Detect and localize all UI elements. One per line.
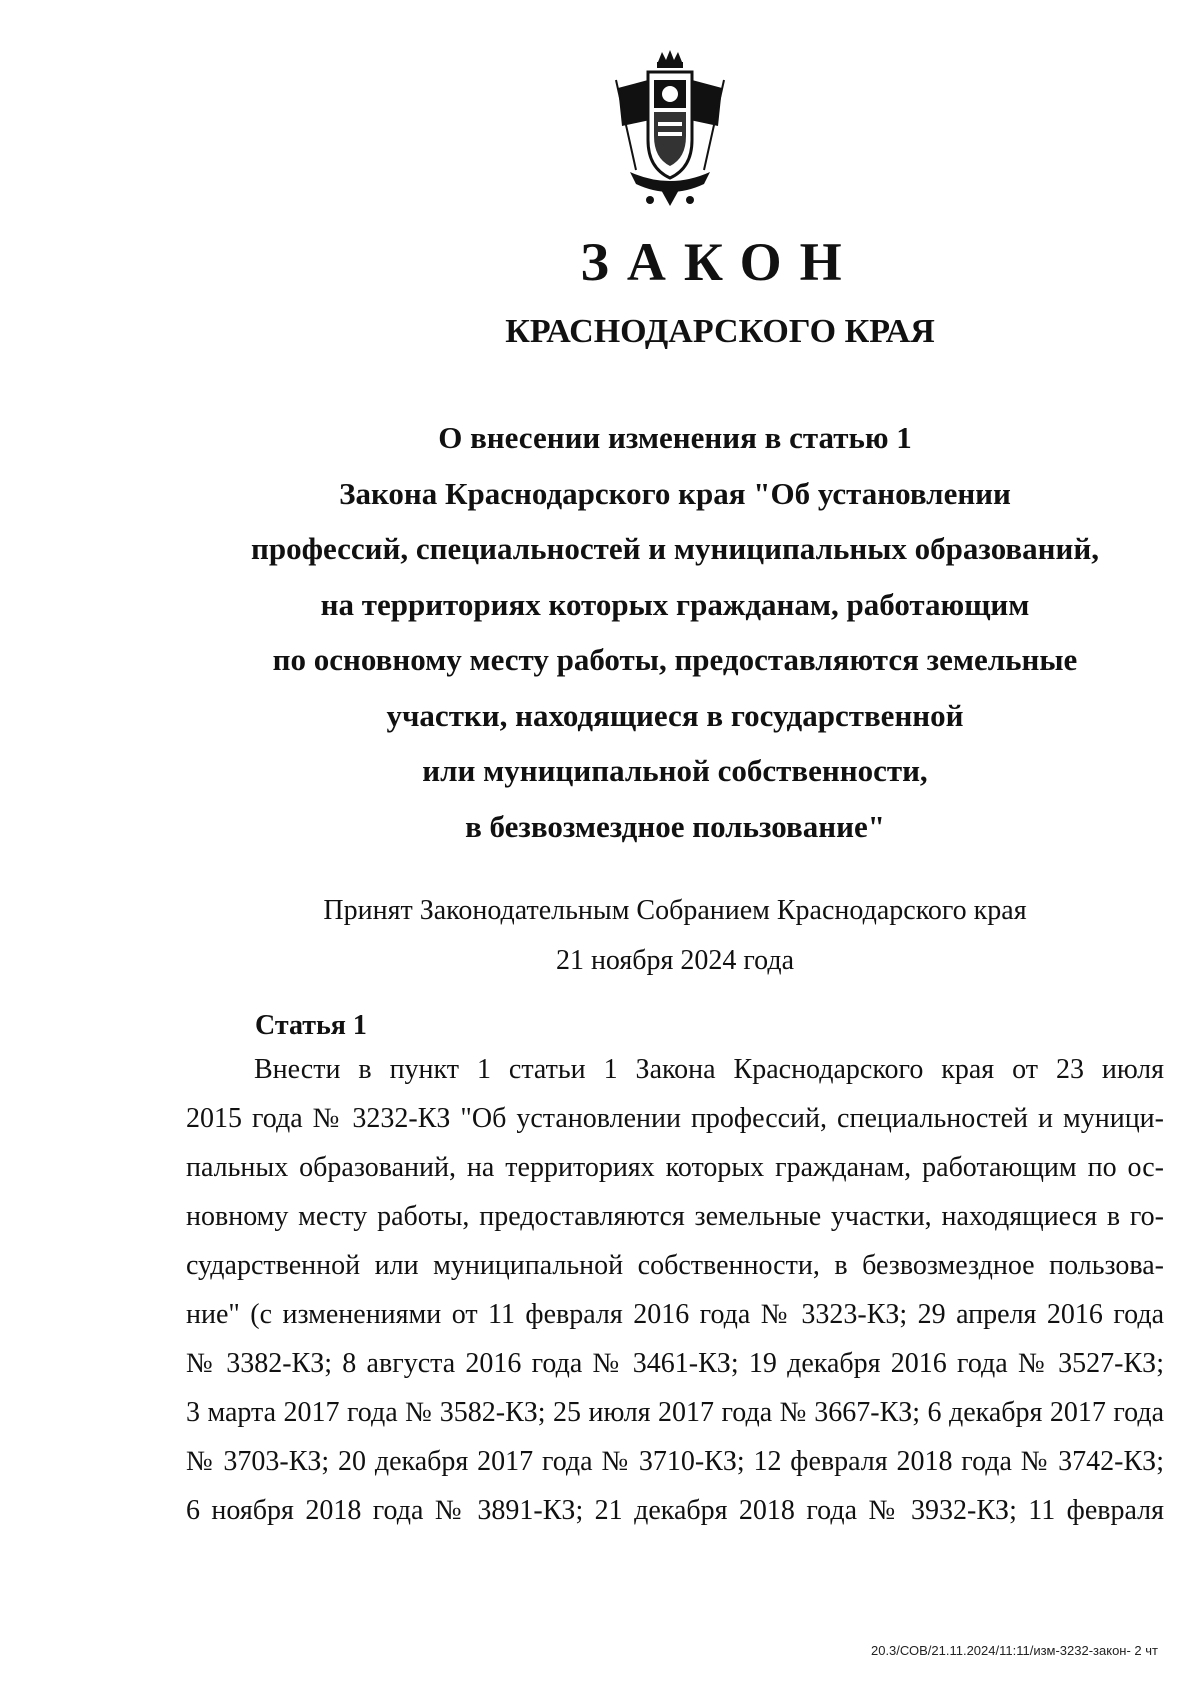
article-line: новному месту работы, предоставляются земельные участки, находящиеся в го- — [186, 1201, 1164, 1232]
article-line: 2015 года № 3232-КЗ "Об установлении профессий, специальностей и муници- — [186, 1103, 1164, 1134]
article-line: № 3703-КЗ; 20 декабря 2017 года № 3710-КЗ; 12 февраля 2018 года № 3742-КЗ; — [186, 1446, 1164, 1477]
article-line: ние" (с изменениями от 11 февраля 2016 года № 3323-КЗ; 29 апреля 2016 года — [186, 1299, 1164, 1330]
article-heading: Статья 1 — [255, 1010, 367, 1041]
title-line: Закона Краснодарского края "Об установлении — [339, 475, 1011, 511]
title-line: или муниципальной собственности, — [422, 753, 928, 788]
law-title — [220, 410, 1130, 854]
article-line: Внести в пункт 1 статьи 1 Закона Краснодарского края от 23 июля — [254, 1054, 1164, 1085]
region-heading: КРАСНОДАРСКОГО КРАЯ — [505, 313, 935, 350]
article-line: пальных образований, на территориях которых гражданам, работающим по ос- — [186, 1152, 1164, 1183]
adoption-date: 21 ноября 2024 года — [555, 945, 795, 976]
article-line: 6 ноября 2018 года № 3891-КЗ; 21 декабря 2018 года № 3932-КЗ; 11 февраля — [186, 1495, 1164, 1526]
title-line: в безвозмездное пользование" — [465, 808, 885, 844]
article-line: сударственной или муниципальной собственности, в безвозмездное пользова- — [186, 1250, 1164, 1281]
document-code: 20.3/СОВ/21.11.2024/11:11/изм-3232-закон- 2 чт — [870, 1643, 1158, 1658]
article-body — [186, 1045, 1164, 1535]
title-line: О внесении изменения в статью 1 — [438, 420, 912, 455]
adoption-body: Принят Законодательным Собранием Краснодарского края — [323, 895, 1027, 926]
adoption-note — [220, 886, 1130, 986]
law-heading: ЗАКОН — [580, 232, 860, 292]
title-line: на территориях которых гражданам, работающим — [320, 586, 1030, 622]
article-line: № 3382-КЗ; 8 августа 2016 года № 3461-КЗ; 19 декабря 2016 года № 3527-КЗ; — [186, 1348, 1164, 1379]
article-line: 3 марта 2017 года № 3582-КЗ; 25 июля 2017 года № 3667-КЗ; 6 декабря 2017 года — [186, 1397, 1164, 1428]
title-line: по основному месту работы, предоставляются земельные — [272, 642, 1078, 677]
coat-of-arms-icon — [600, 50, 740, 210]
title-line: участки, находящиеся в государственной — [386, 697, 964, 733]
title-line: профессий, специальностей и муниципальных образований, — [250, 531, 1100, 566]
